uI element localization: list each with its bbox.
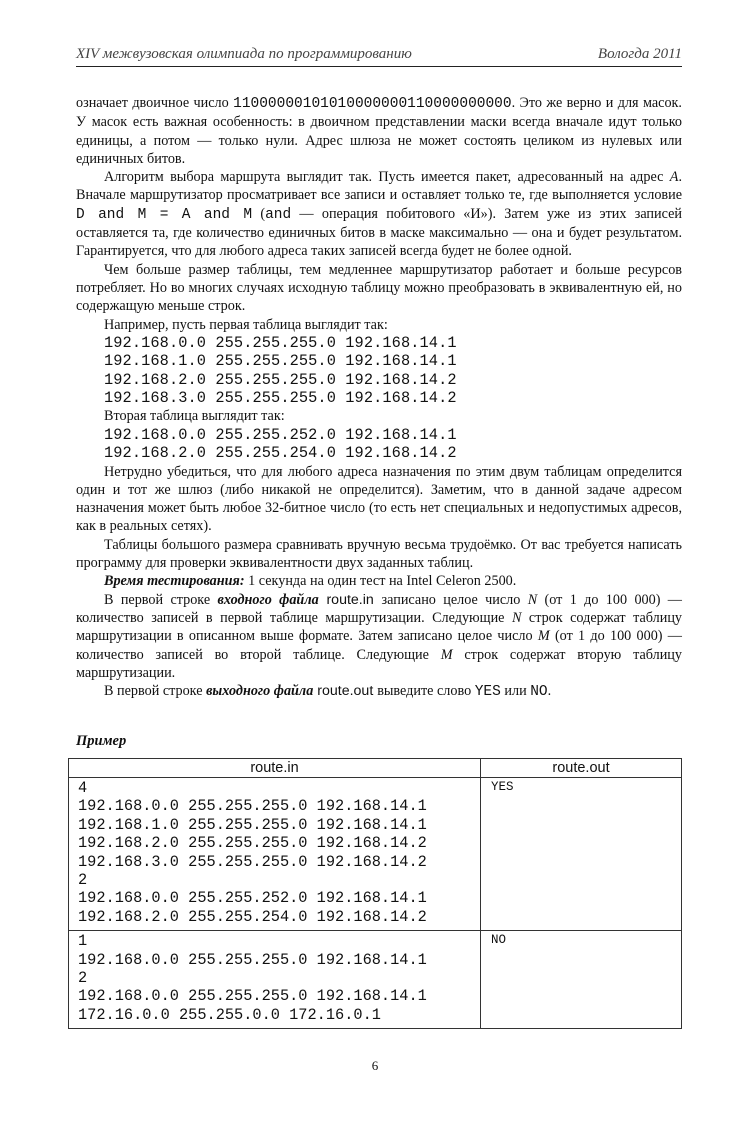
header-olympiad-title: XIV межвузовская олимпиада по программированию <box>76 46 412 62</box>
paragraph-second-table-intro: Вторая таблица выглядит так: <box>104 408 285 425</box>
binary-number: 11000000101010000000110000000000 <box>233 96 512 112</box>
paragraph-time-limit: Время тестирования: 1 секунда на один тест на Intel Celeron 2500. <box>104 573 517 590</box>
page-number: 6 <box>371 1058 379 1073</box>
time-limit-label: Время тестирования: <box>104 573 245 590</box>
output-file-name: route.out <box>313 683 378 700</box>
paragraph-algorithm: Алгоритм выбора маршрута выглядит так. Пусть имеется пакет, адресованный на адрес A. Вначале маршрутизатор просматривает все записи и оставляет только те, где выполняется условие D and M = A and M (and — операция побитового «И»). Затем уже из этих записей оставляется та, где количество единичных битов в маске максимально — она и будет результатом. Гарантируется, что для любого адреса таких записей всегда будет не более одной. <box>76 169 682 260</box>
paragraph-input-format: В первой строке входного файла route.in записано целое число N (от 1 до 100 000) — количество записей в первой таблице маршрутизации. Следующие N строк содержат таблицу маршрутизации в описанном выше формате. Затем записано целое число M (от 1 до 100 000) — количество записей во второй таблице. Следующие M строк содержат вторую таблицу маршрутизации. <box>76 591 683 681</box>
header-city-year: Вологда 2011 <box>597 46 682 62</box>
paragraph-first-table-intro: Например, пусть первая таблица выглядит так: <box>104 316 388 333</box>
input-file-label: входного файла <box>217 591 319 608</box>
running-header <box>76 44 682 67</box>
paragraph-binary-number: означает двоичное число 11000000101010000000110000000000. Это же верно и для масок. У масок есть важная особенность: в двоичном представлении маски всегда вначале идут только единицы, а потом — только нули. Адрес шлюза не может состоять целиком из нулевых или единичных битов. <box>76 95 682 167</box>
example-input-cell: 1 192.168.0.0 255.255.255.0 192.168.14.1 2 192.168.0.0 255.255.255.0 192.168.14.1 172.16.0.0 255.255.0.0 172.16.0.1 <box>69 931 481 1029</box>
input-file-name: route.in <box>318 591 382 608</box>
example-heading: Пример <box>76 733 127 749</box>
output-file-label: выходного файла <box>206 683 314 700</box>
paragraph-table-size: Чем больше размер таблицы, тем медленнее маршрутизатор работает и больше ресурсов потребляет. Но во многих случаях исходную таблицу можно преобразовать в эквивалентную ей, но содержащую меньше строк. <box>76 261 682 315</box>
paragraph-output-format: В первой строке выходного файла route.out выведите слово YES или NO. <box>104 683 552 701</box>
example-output-cell: YES <box>481 778 682 931</box>
table1-line: 192.168.3.0 255.255.255.0 192.168.14.2 <box>104 389 457 408</box>
problem-text <box>76 94 682 701</box>
table1-line: 192.168.1.0 255.255.255.0 192.168.14.1 <box>104 352 457 371</box>
paragraph-task: Таблицы большого размера сравнивать вручную весьма трудоёмко. От вас требуется написать программу для проверки эквивалентности двух заданных таблиц. <box>76 536 682 572</box>
column-header-output: route.out <box>481 759 682 778</box>
paragraph-equivalence: Нетрудно убедиться, что для любого адреса назначения по этим двум таблицам определится один и тот же шлюз (либо никакой не определится). Заметим, что в данной задаче адресом назначения может быть любое 32-битное число (то есть нет специальных и недопустимых адресов, как в реальных сетях). <box>76 463 682 535</box>
condition-formula: D and M = A and M <box>76 206 253 223</box>
example-header-row <box>69 759 682 778</box>
example-row <box>69 931 682 1029</box>
column-header-input: route.in <box>69 759 481 778</box>
table1-line: 192.168.0.0 255.255.255.0 192.168.14.1 <box>104 333 457 352</box>
example-table <box>68 758 682 1029</box>
example-input-cell: 4 192.168.0.0 255.255.255.0 192.168.14.1 192.168.1.0 255.255.255.0 192.168.14.1 192.168.2.0 255.255.255.0 192.168.14.2 192.168.3.0 255.255.255.0 192.168.14.2 2 192.168.0.0 255.255.252.0 192.168.14.1 192.168.2.0 255.255.254.0 192.168.14.2 <box>69 778 481 931</box>
example-row <box>69 778 682 931</box>
table2-line: 192.168.2.0 255.255.254.0 192.168.14.2 <box>104 444 457 463</box>
table1-line: 192.168.2.0 255.255.255.0 192.168.14.2 <box>104 370 457 389</box>
table2-line: 192.168.0.0 255.255.252.0 192.168.14.1 <box>104 425 457 444</box>
example-output-cell: NO <box>481 931 682 1029</box>
